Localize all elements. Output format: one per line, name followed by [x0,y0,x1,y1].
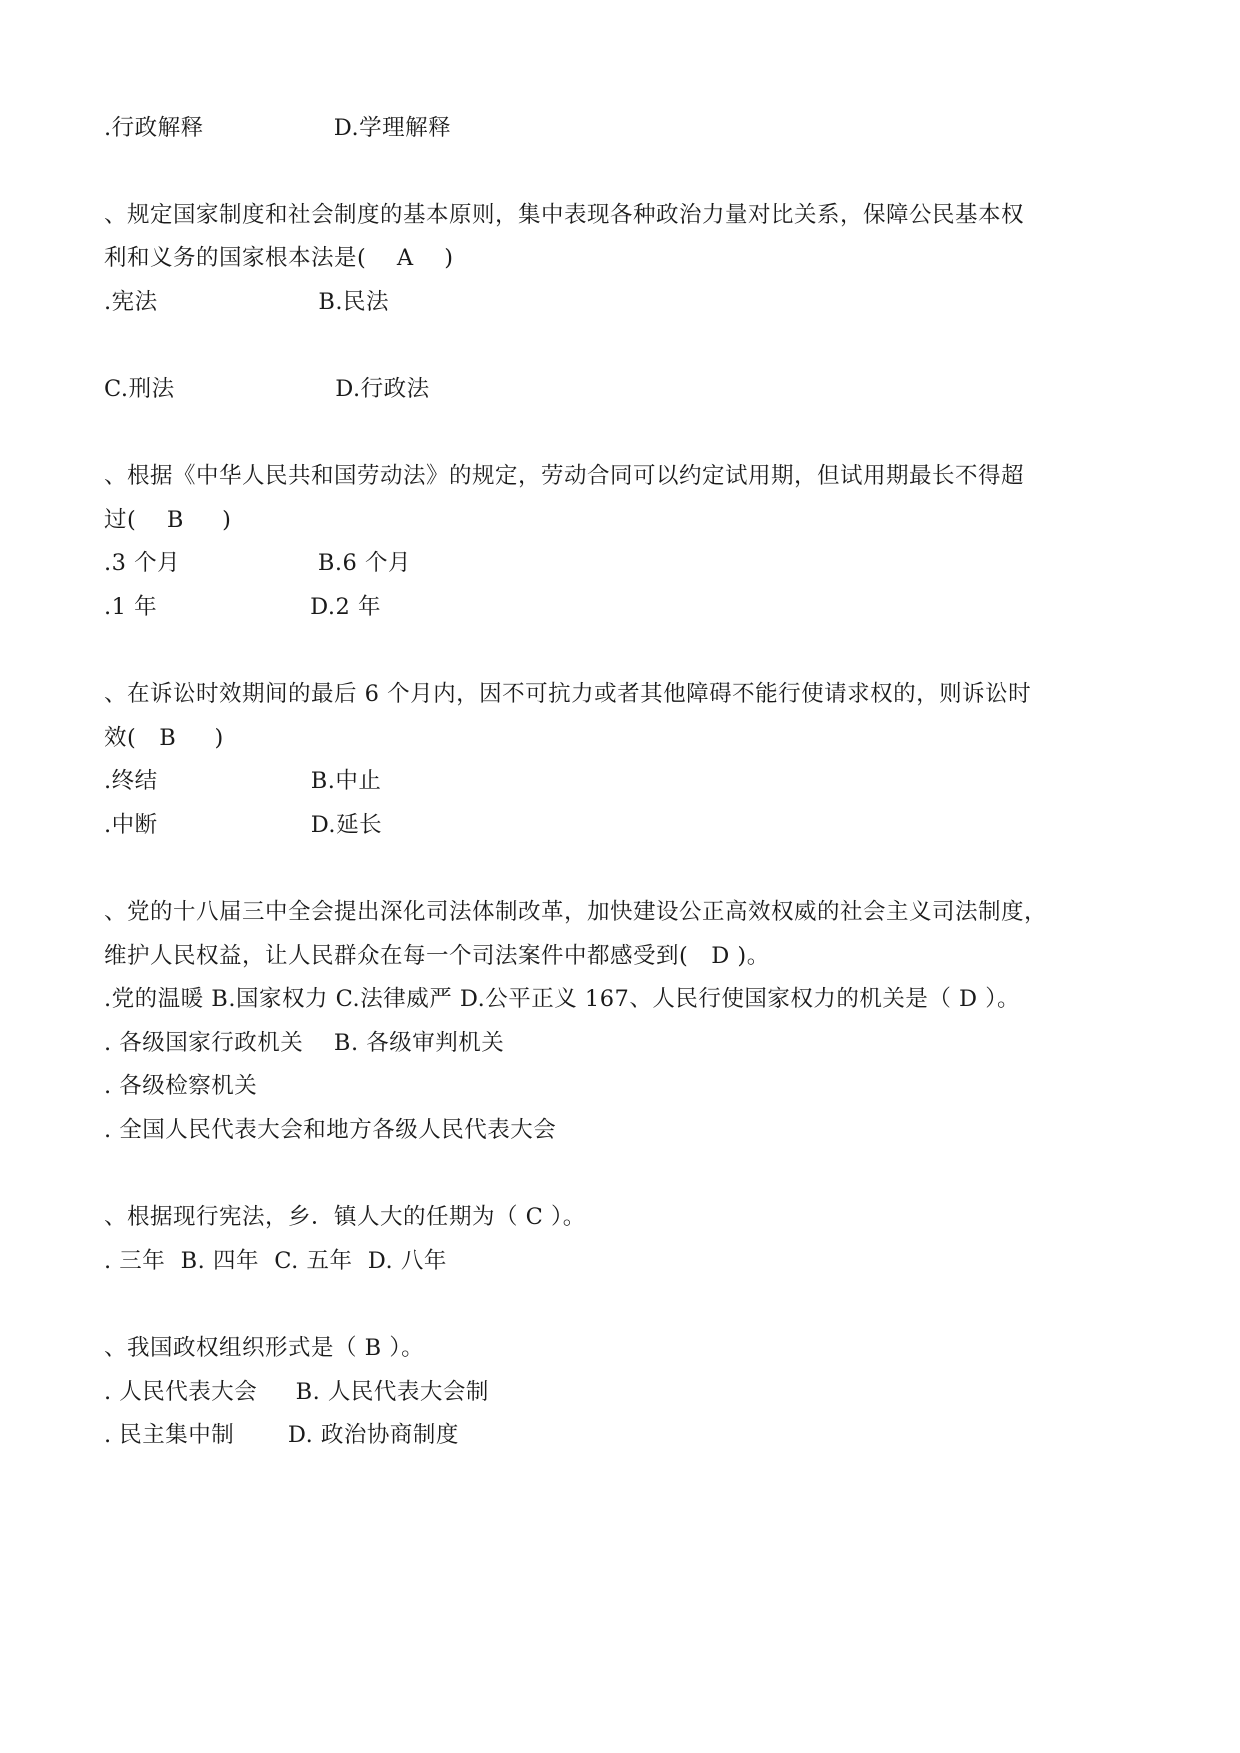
q4-stem-line1: 、党的十八届三中全会提出深化司法体制改革，加快建设公正高效权威的社会主义司法制度， [104,899,1048,925]
q2-stem-line1: 、根据《中华人民共和国劳动法》的规定，劳动合同可以约定试用期，但试用期最长不得超 [104,463,1025,489]
q7-options-cd: . 民主集中制 D. 政治协商制度 [104,1422,459,1448]
q1-stem-line2: 利和义务的国家根本法是( A ) [104,245,454,271]
q3-stem-line1: 、在诉讼时效期间的最后 6 个月内，因不可抗力或者其他障碍不能行使请求权的，则诉讼时 [104,681,1032,707]
q7-stem: 、我国政权组织形式是（ B ）。 [104,1335,425,1361]
q3-stem-line2: 效( B ) [104,725,224,751]
q7-options-ab: . 人民代表大会 B. 人民代表大会制 [104,1379,489,1405]
q4-stem-line2: 维护人民权益，让人民群众在每一个司法案件中都感受到( D )。 [104,943,770,969]
q2-options-cd: .1 年 D.2 年 [104,594,382,620]
q5-options-ab: . 各级国家行政机关 B. 各级审判机关 [104,1030,505,1056]
q1-options-ab: .宪法 B.民法 [104,289,390,315]
q2-stem-line2: 过( B ) [104,507,232,533]
q1-options-cd: C.刑法 D.行政法 [104,376,430,402]
q-prev-options-cd: .行政解释 D.学理解释 [104,115,452,141]
q1-stem-line1: 、规定国家制度和社会制度的基本原则，集中表现各种政治力量对比关系，保障公民基本权 [104,202,1025,228]
q4-options-and-q5-stem: .党的温暖 B.国家权力 C.法律威严 D.公平正义 167、人民行使国家权力的机关是（ D ）。 [104,986,1020,1012]
q6-stem: 、根据现行宪法，乡．镇人大的任期为（ C ）。 [104,1204,586,1230]
q2-options-ab: .3 个月 B.6 个月 [104,550,412,576]
q5-option-d: . 全国人民代表大会和地方各级人民代表大会 [104,1117,557,1143]
q3-options-ab: .终结 B.中止 [104,768,382,794]
q5-option-c: . 各级检察机关 [104,1073,258,1099]
q6-options: . 三年 B. 四年 C. 五年 D. 八年 [104,1248,447,1274]
q3-options-cd: .中断 D.延长 [104,812,383,838]
